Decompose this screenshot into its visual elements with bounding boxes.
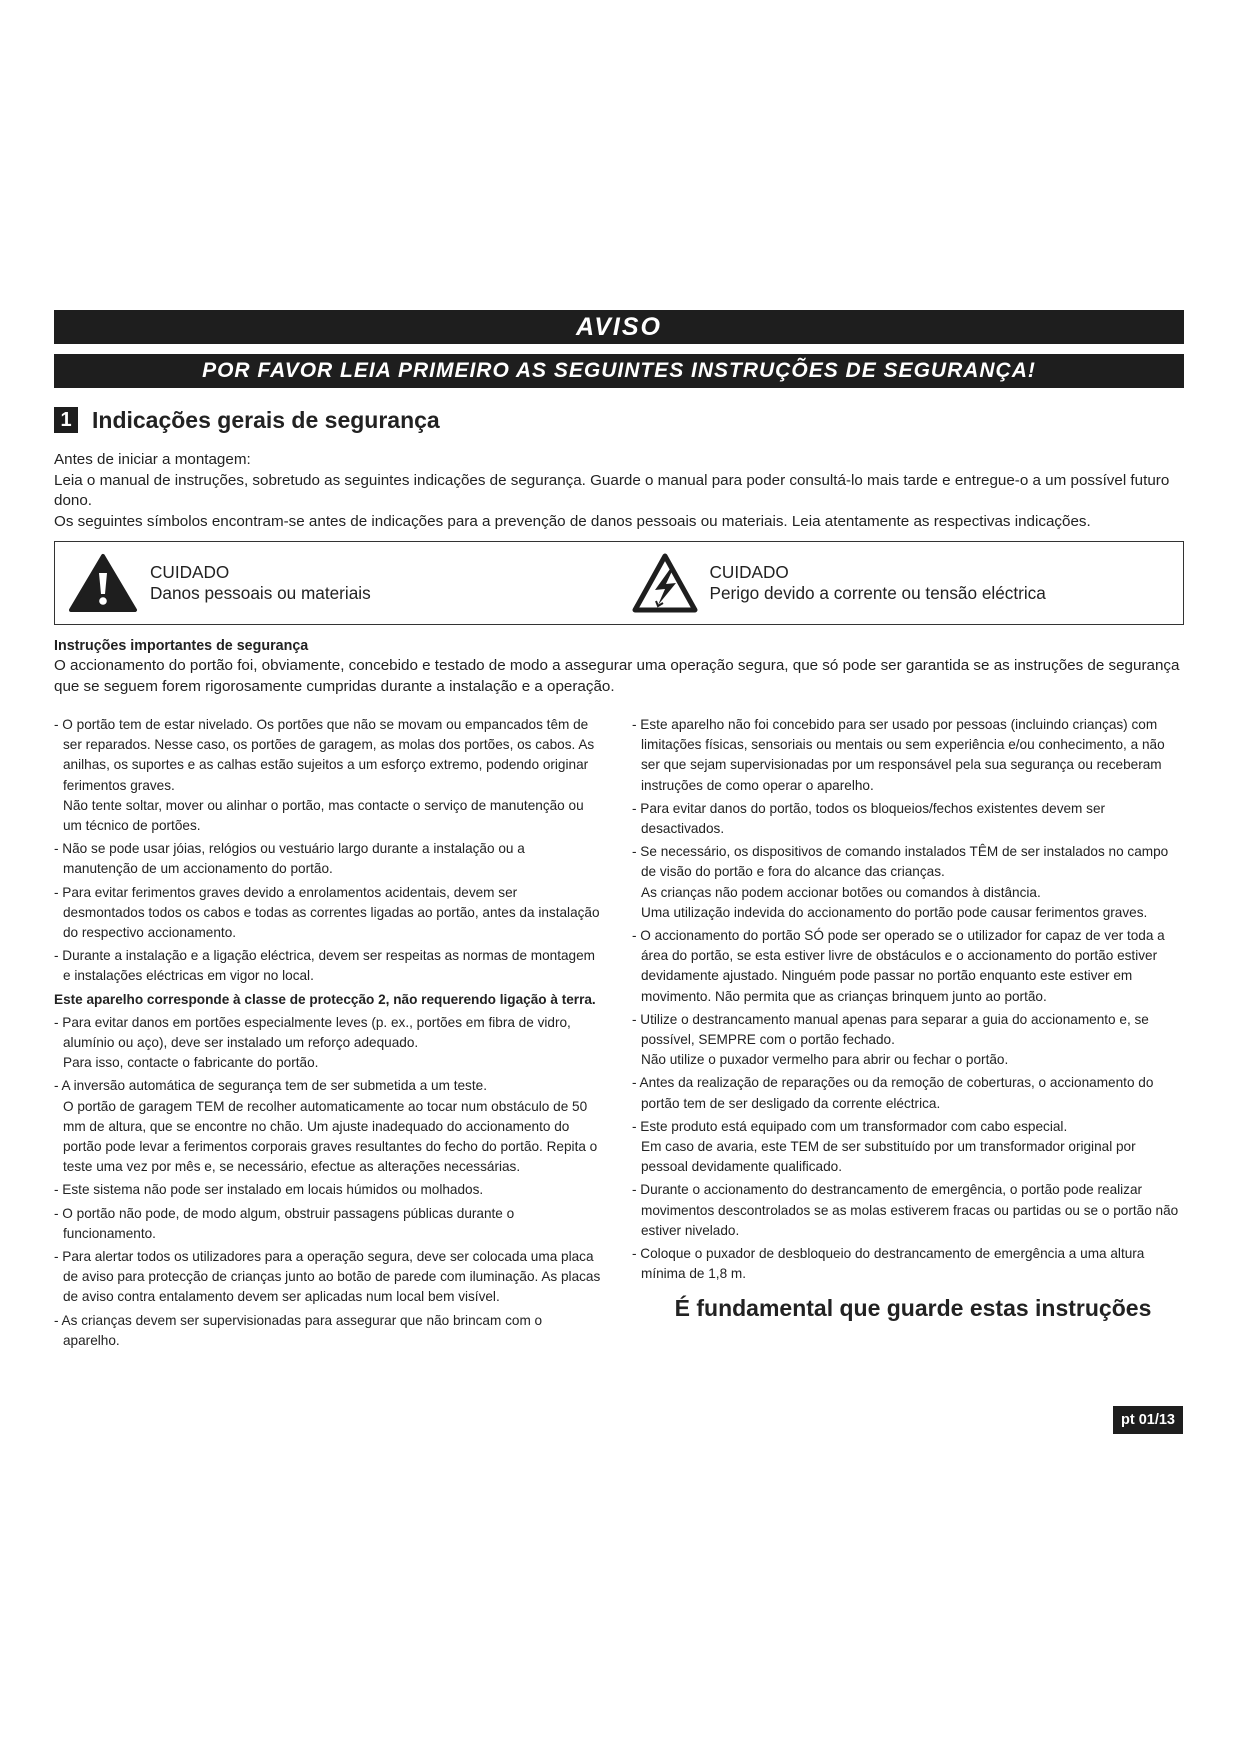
list-item: - Antes da realização de reparações ou da remoção de coberturas, o accionamento do portão tem de ser desligado da corrente eléctrica. (632, 1075, 1154, 1111)
symbol-description: Danos pessoais ou materiais (150, 583, 371, 603)
protection-class-note: Este aparelho corresponde à classe de protecção 2, não requerendo ligação à terra. (54, 991, 596, 1007)
symbol-description: Perigo devido a corrente ou tensão eléctrica (709, 583, 1046, 603)
list-item: - Para evitar danos em portões especialmente leves (p. ex., portões em fibra de vidro, alumínio ou aço), deve ser instalado um reforço adequado. Para isso, contacte o fabricante do portão. (54, 1014, 571, 1071)
list-item: - Este produto está equipado com um transformador com cabo especial. Em caso de avaria, este TEM de ser substituído por um transformador original por pessoal devidamente qualificado. (632, 1118, 1136, 1175)
right-column (632, 715, 1184, 1354)
symbol-caution-electrical (620, 553, 1184, 613)
electric-shock-icon (632, 553, 698, 613)
important-text: O accionamento do portão foi, obviamente, concebido e testado de modo a assegurar uma operação segura, que só pode ser garantida se as instruções de segurança que se seguem forem rigorosamente cumpridas durante a instalação e a operação. (54, 657, 1180, 695)
aviso-banner: AVISO (54, 310, 1184, 344)
list-item: - Durante o accionamento do destrancamento de emergência, o portão pode realizar movimentos descontrolados se as molas estiverem fracas ou partidas ou se o portão não estiver nivelado. (632, 1182, 1179, 1238)
list-item: - Para evitar danos do portão, todos os bloqueios/fechos existentes devem ser desactivados. (632, 800, 1106, 837)
warning-exclamation-icon (68, 553, 138, 613)
list-item: - As crianças devem ser supervisionadas para assegurar que não brincam com o aparelho. (54, 1312, 543, 1348)
list-item: - Se necessário, os dispositivos de comando instalados TÊM de ser instalados no campo de visão do portão e fora do alcance das crianças. As crianças não podem accionar botões ou comandos à distância. Uma utilização indevida do accionamento do portão pode causar ferimentos graves. (632, 844, 1169, 920)
list-item: - Durante a instalação e a ligação eléctrica, devem ser respeitas as normas de montagem e instalações eléctricas em vigor no local. (54, 948, 596, 984)
left-column (54, 715, 602, 1354)
list-item: - O portão tem de estar nivelado. Os portões que não se movam ou empancados têm de ser reparados. Nesse caso, os portões de garagem, as molas dos portões, os cabos. As anilhas, os suportes e as calhas estão sujeitos a um esforço extremo, podendo originar ferimentos graves. Não tente soltar, mover ou alinhar o portão, mas contacte o serviço de manutenção ou um técnico de portões. (54, 717, 595, 834)
section-title: Indicações gerais de segurança (92, 406, 440, 433)
important-heading: Instruções importantes de segurança (54, 638, 309, 654)
list-item: - Não se pode usar jóias, relógios ou vestuário largo durante a instalação ou a manutenção de um accionamento do portão. (54, 841, 525, 877)
list-item: - Coloque o puxador de desbloqueio do destrancamento de emergência a uma altura mínima de 1,8 m. (632, 1246, 1145, 1282)
list-item: - Para alertar todos os utilizadores para a operação segura, deve ser colocada uma placa de aviso para protecção de crianças junto ao botão de parede com iluminação. As placas de aviso contra entalamento devem ser aplicadas num local bem visível. (54, 1249, 601, 1305)
symbol-label: CUIDADO (709, 562, 789, 582)
list-item: - O portão não pode, de modo algum, obstruir passagens públicas durante o funcionamento. (54, 1205, 515, 1241)
closing-statement: É fundamental que guarde estas instruções (674, 1295, 1152, 1322)
list-item: - A inversão automática de segurança tem de ser submetida a um teste. O portão de garagem TEM de recolher automaticamente ao tocar num obstáculo de 50 mm de altura, que se encontre no chão. Um ajuste inadequado do accionamento do portão pode levar a ferimentos corporais graves resultantes do fecho do portão. Repita o teste uma vez por mês e, se necessário, efectue as alterações necessárias. (54, 1078, 598, 1175)
page-number: pt 01/13 (1113, 1406, 1183, 1434)
intro-text (54, 450, 1184, 532)
page (54, 310, 1184, 1354)
safety-subtitle-banner: POR FAVOR LEIA PRIMEIRO AS SEGUINTES INSTRUÇÕES DE SEGURANÇA! (54, 354, 1184, 388)
list-item: - Utilize o destrancamento manual apenas para separar a guia do accionamento e, se possível, SEMPRE com o portão fechado. Não utilize o puxador vermelho para abrir ou fechar o portão. (632, 1011, 1149, 1068)
symbol-label: CUIDADO (150, 562, 230, 582)
symbol-caution-personal (55, 553, 620, 613)
section-heading (54, 404, 1184, 436)
list-item: - Este aparelho não foi concebido para ser usado por pessoas (incluindo crianças) com limitações físicas, sensoriais ou mentais ou sem experiência e/ou conhecimento, a não ser que sejam supervisionadas por um responsável pela sua segurança ou receberam instruções de como operar o aparelho. (632, 717, 1165, 793)
section-number: 1 (54, 407, 78, 433)
list-item: - Este sistema não pode ser instalado em locais húmidos ou molhados. (54, 1182, 484, 1198)
symbol-legend-box (54, 541, 1184, 625)
intro-line: Os seguintes símbolos encontram-se antes de indicações para a prevenção de danos pessoais ou materiais. Leia atentamente as respectivas indicações. (54, 512, 1091, 530)
intro-line: Antes de iniciar a montagem: (54, 451, 251, 468)
list-item: - O accionamento do portão SÓ pode ser operado se o utilizador for capaz de ver toda a área do portão, se esta estiver livre de obstáculos e o accionamento do portão estiver devidamente ajustado. Ninguém pode passar no portão enquanto este estiver em movimento. Não permita que as crianças brinquem junto ao portão. (632, 928, 1165, 1004)
instruction-columns (54, 715, 1184, 1354)
list-item: - Para evitar ferimentos graves devido a enrolamentos acidentais, devem ser desmontados todos os cabos e todas as correntes ligadas ao portão, antes da instalação do respectivo accionamento. (54, 884, 600, 941)
intro-line: Leia o manual de instruções, sobretudo as seguintes indicações de segurança. Guarde o manual para poder consultá-lo mais tarde e entregue-o a um possível futuro dono. (54, 471, 1170, 509)
